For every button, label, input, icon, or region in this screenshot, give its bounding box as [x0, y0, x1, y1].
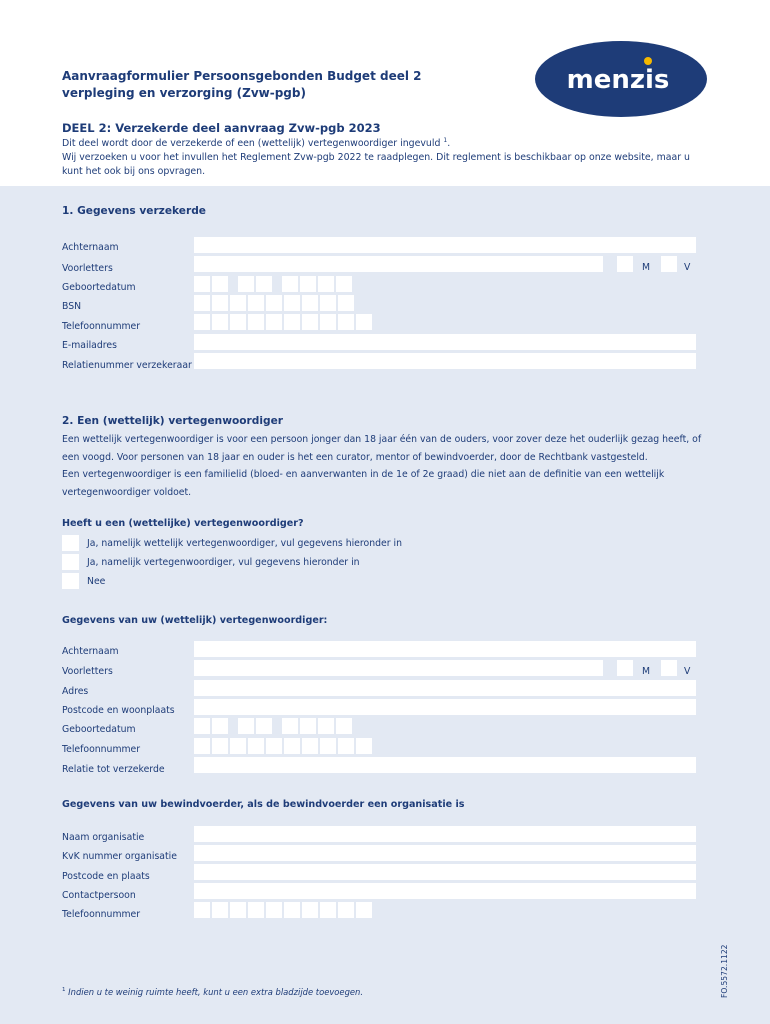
email-input[interactable]	[194, 334, 696, 350]
intro-line2: Wij verzoeken u voor het invullen het Reglement Zvw-pgb 2022 te raadplegen. Dit reglement is beschikbaar op onze website, maar u kunt het ook bij ons opvragen.	[62, 152, 690, 178]
org-contact-input[interactable]	[194, 883, 696, 899]
option-vertegenwoordiger[interactable]	[62, 554, 360, 570]
label-org-kvk: KvK nummer organisatie	[62, 851, 177, 862]
logo-text: menzis	[566, 65, 670, 95]
gender-m-checkbox[interactable]	[617, 256, 633, 272]
menzis-logo	[534, 40, 708, 118]
rep-gender-v-label: V	[684, 666, 691, 677]
label-relatienummer: Relatienummer verzekeraar	[62, 360, 192, 371]
label-rep-achternaam: Achternaam	[62, 646, 119, 657]
label-telefoon: Telefoonnummer	[62, 321, 141, 332]
option-wettelijk-checkbox[interactable]	[62, 535, 79, 551]
org-postcode-input[interactable]	[194, 864, 696, 880]
label-achternaam: Achternaam	[62, 242, 119, 253]
label-rep-adres: Adres	[62, 686, 89, 697]
form-title-line2: verpleging en verzorging (Zvw-pgb)	[62, 86, 306, 100]
geboortedatum-boxes[interactable]	[194, 276, 354, 292]
rep-title: Gegevens van uw (wettelijk) vertegenwoordiger:	[62, 615, 328, 626]
footnote-text: Indien u te weinig ruimte heeft, kunt u een extra bladzijde toevoegen.	[68, 987, 364, 997]
rep-geboortedatum-boxes[interactable]	[194, 718, 354, 734]
form-code: FO.5572.1122	[720, 944, 729, 998]
label-org-contact: Contactpersoon	[62, 890, 136, 901]
org-title: Gegevens van uw bewindvoerder, als de bewindvoerder een organisatie is	[62, 799, 465, 810]
label-rep-relatie: Relatie tot verzekerde	[62, 764, 165, 775]
option-vertegenwoordiger-label: Ja, namelijk vertegenwoordiger, vul gegevens hieronder in	[87, 556, 360, 568]
org-naam-input[interactable]	[194, 826, 696, 842]
relatienummer-input[interactable]	[194, 353, 696, 369]
label-voorletters: Voorletters	[62, 263, 113, 274]
rep-question: Heeft u een (wettelijke) vertegenwoordiger?	[62, 518, 304, 529]
label-geboortedatum: Geboortedatum	[62, 282, 136, 293]
label-org-postcode: Postcode en plaats	[62, 871, 150, 882]
part-title: DEEL 2: Verzekerde deel aanvraag Zvw-pgb 2023	[62, 121, 381, 135]
bsn-boxes[interactable]	[194, 295, 356, 311]
telefoon-boxes[interactable]	[194, 314, 374, 330]
section1-title: 1. Gegevens verzekerde	[62, 205, 206, 217]
footnote	[62, 987, 363, 997]
label-rep-geboortedatum: Geboortedatum	[62, 724, 136, 735]
rep-gender-m-checkbox[interactable]	[617, 660, 633, 676]
label-bsn: BSN	[62, 301, 82, 312]
label-org-telefoon: Telefoonnummer	[62, 909, 141, 920]
rep-telefoon-boxes[interactable]	[194, 738, 374, 754]
intro-line1: Dit deel wordt door de verzekerde of een (wettelijk) vertegenwoordiger ingevuld	[62, 138, 441, 150]
org-telefoon-boxes[interactable]	[194, 902, 374, 918]
gender-m-label: M	[642, 262, 651, 273]
rep-gender-v-checkbox[interactable]	[661, 660, 677, 676]
section2-title: 2. Een (wettelijk) vertegenwoordiger	[62, 415, 283, 427]
option-vertegenwoordiger-checkbox[interactable]	[62, 554, 79, 570]
label-rep-voorletters: Voorletters	[62, 666, 113, 677]
form-title-line1: Aanvraagformulier Persoonsgebonden Budget deel 2	[62, 69, 422, 83]
section2-para1: Een wettelijk vertegenwoordiger is voor een persoon jonger dan 18 jaar één van de ouders, voor zover deze het ouderlijk gezag heeft, of een voogd. Voor personen van 18 jaar en ouder is het een curator, mentor of bewindvoerder, door de Rechtbank vastgesteld.	[62, 434, 702, 463]
form-title	[62, 68, 422, 102]
rep-gender-m-label: M	[642, 666, 651, 677]
rep-relatie-input[interactable]	[194, 757, 696, 773]
gender-v-label: V	[684, 262, 691, 273]
option-wettelijk-label: Ja, namelijk wettelijk vertegenwoordiger, vul gegevens hieronder in	[87, 537, 402, 549]
gender-v-checkbox[interactable]	[661, 256, 677, 272]
option-nee-label: Nee	[87, 575, 106, 587]
org-kvk-input[interactable]	[194, 845, 696, 861]
achternaam-input[interactable]	[194, 237, 696, 253]
footnote-ref: 1	[62, 987, 66, 994]
option-wettelijk[interactable]	[62, 535, 402, 551]
rep-adres-input[interactable]	[194, 680, 696, 696]
voorletters-input[interactable]	[194, 256, 603, 272]
label-email: E-mailadres	[62, 340, 117, 351]
section2-para2: Een vertegenwoordiger is een familielid (bloed- en aanverwanten in de 1e of 2e graad) die niet aan de definitie van een wettelijk vertegenwoordiger voldoet.	[62, 469, 665, 498]
intro-text: Dit deel wordt door de verzekerde of een (wettelijk) vertegenwoordiger ingevuld $^1$. Wij verzoeken u voor het invullen het Reglement Zvw-pgb 2022 te raadplegen. Dit reglement is beschikbaar op onze website, maar u kunt het ook bij ons opvragen.	[62, 134, 712, 179]
option-nee[interactable]	[62, 573, 105, 589]
option-nee-checkbox[interactable]	[62, 573, 79, 589]
label-rep-postcode: Postcode en woonplaats	[62, 705, 175, 716]
rep-postcode-input[interactable]	[194, 699, 696, 715]
rep-voorletters-input[interactable]	[194, 660, 603, 676]
rep-achternaam-input[interactable]	[194, 641, 696, 657]
label-rep-telefoon: Telefoonnummer	[62, 744, 141, 755]
label-org-naam: Naam organisatie	[62, 832, 145, 843]
intro-footnote-ref: 1	[443, 137, 448, 144]
